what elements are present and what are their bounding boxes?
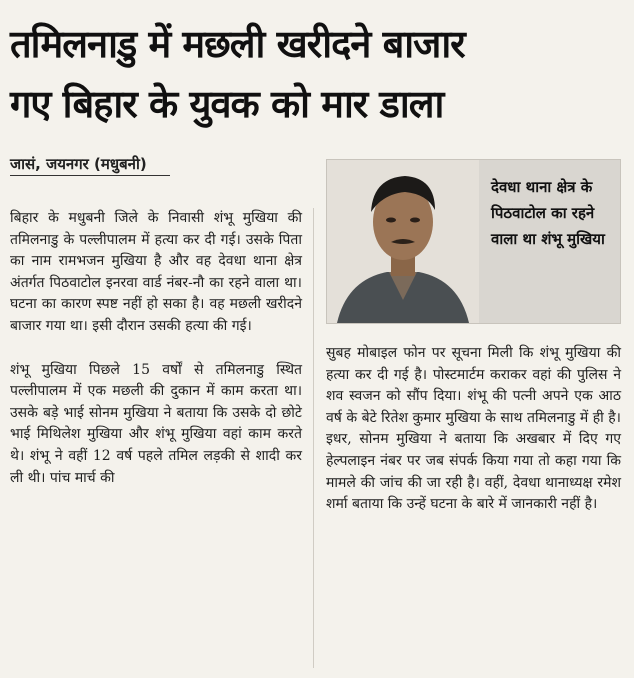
photo-box [326,159,621,324]
photo-caption: देवधा थाना क्षेत्र के पिठवाटोल का रहने वाला था शंभू मुखिया [491,178,605,248]
paragraph: सुबह मोबाइल फोन पर सूचना मिली कि शंभू मुखिया की हत्या कर दी गई है। पोस्टमार्टम कराकर वहां की पुलिस ने शव स्वजन को सौंप दिया। शंभू की पत्नी अपने एक आठ वर्ष के बेटे रितेश कुमार मुखिया के साथ तमिलनाडु में ही है। इधर, सोनम मुखिया ने बताया कि अखबार में दिए गए हेल्पलाइन नंबर पर जब संपर्क किया गया तो कहा गया कि मामले की जांच की जा रही है। वहीं, देवधा थानाध्यक्ष रमेश शर्मा बताया कि उन्हें घटना के बारे में जानकारी नहीं है। [326,345,621,513]
portrait-photo [327,160,479,323]
article-column-right [326,343,621,516]
paragraph: बिहार के मधुबनी जिले के निवासी शंभू मुखिया की तमिलनाडु के पल्लीपालम में हत्या कर दी गई। उसके पिता का नाम रामभजन मुखिया है और वह देवधा थाना क्षेत्र अंतर्गत पिठवाटोल इनरवा वार्ड नंबर-नौ का रहने वाला था। घटना का कारण स्पष्ट नहीं हो सका है। वह मछली खरीदने बाजार गया था। इसी दौरान उसकी हत्या की गई। [10,210,302,334]
byline-underline [10,175,170,176]
headline [10,14,624,134]
article-column-left [10,208,302,489]
paragraph: शंभू मुखिया पिछले 15 वर्षों से तमिलनाडु स्थित पल्लीपालम में एक मछली की दुकान में काम करता था। उसके बड़े भाई सोनम मुखिया ने बताया कि उसके दो छोटे भाई मिथिलेश मुखिया और शंभू मुखिया वहां काम करते थे। शंभू ने वहीं 12 वर्ष पहले तमिल लड़की से शादी कर ली थी। पांच मार्च की [10,361,302,486]
headline-line-2: गए बिहार के युवक को मार डाला [10,82,444,126]
headline-line-1: तमिलनाडु में मछली खरीदने बाजार [10,22,465,66]
column-divider [313,208,314,668]
byline: जासं, जयनगर (मधुबनी) [10,155,147,173]
